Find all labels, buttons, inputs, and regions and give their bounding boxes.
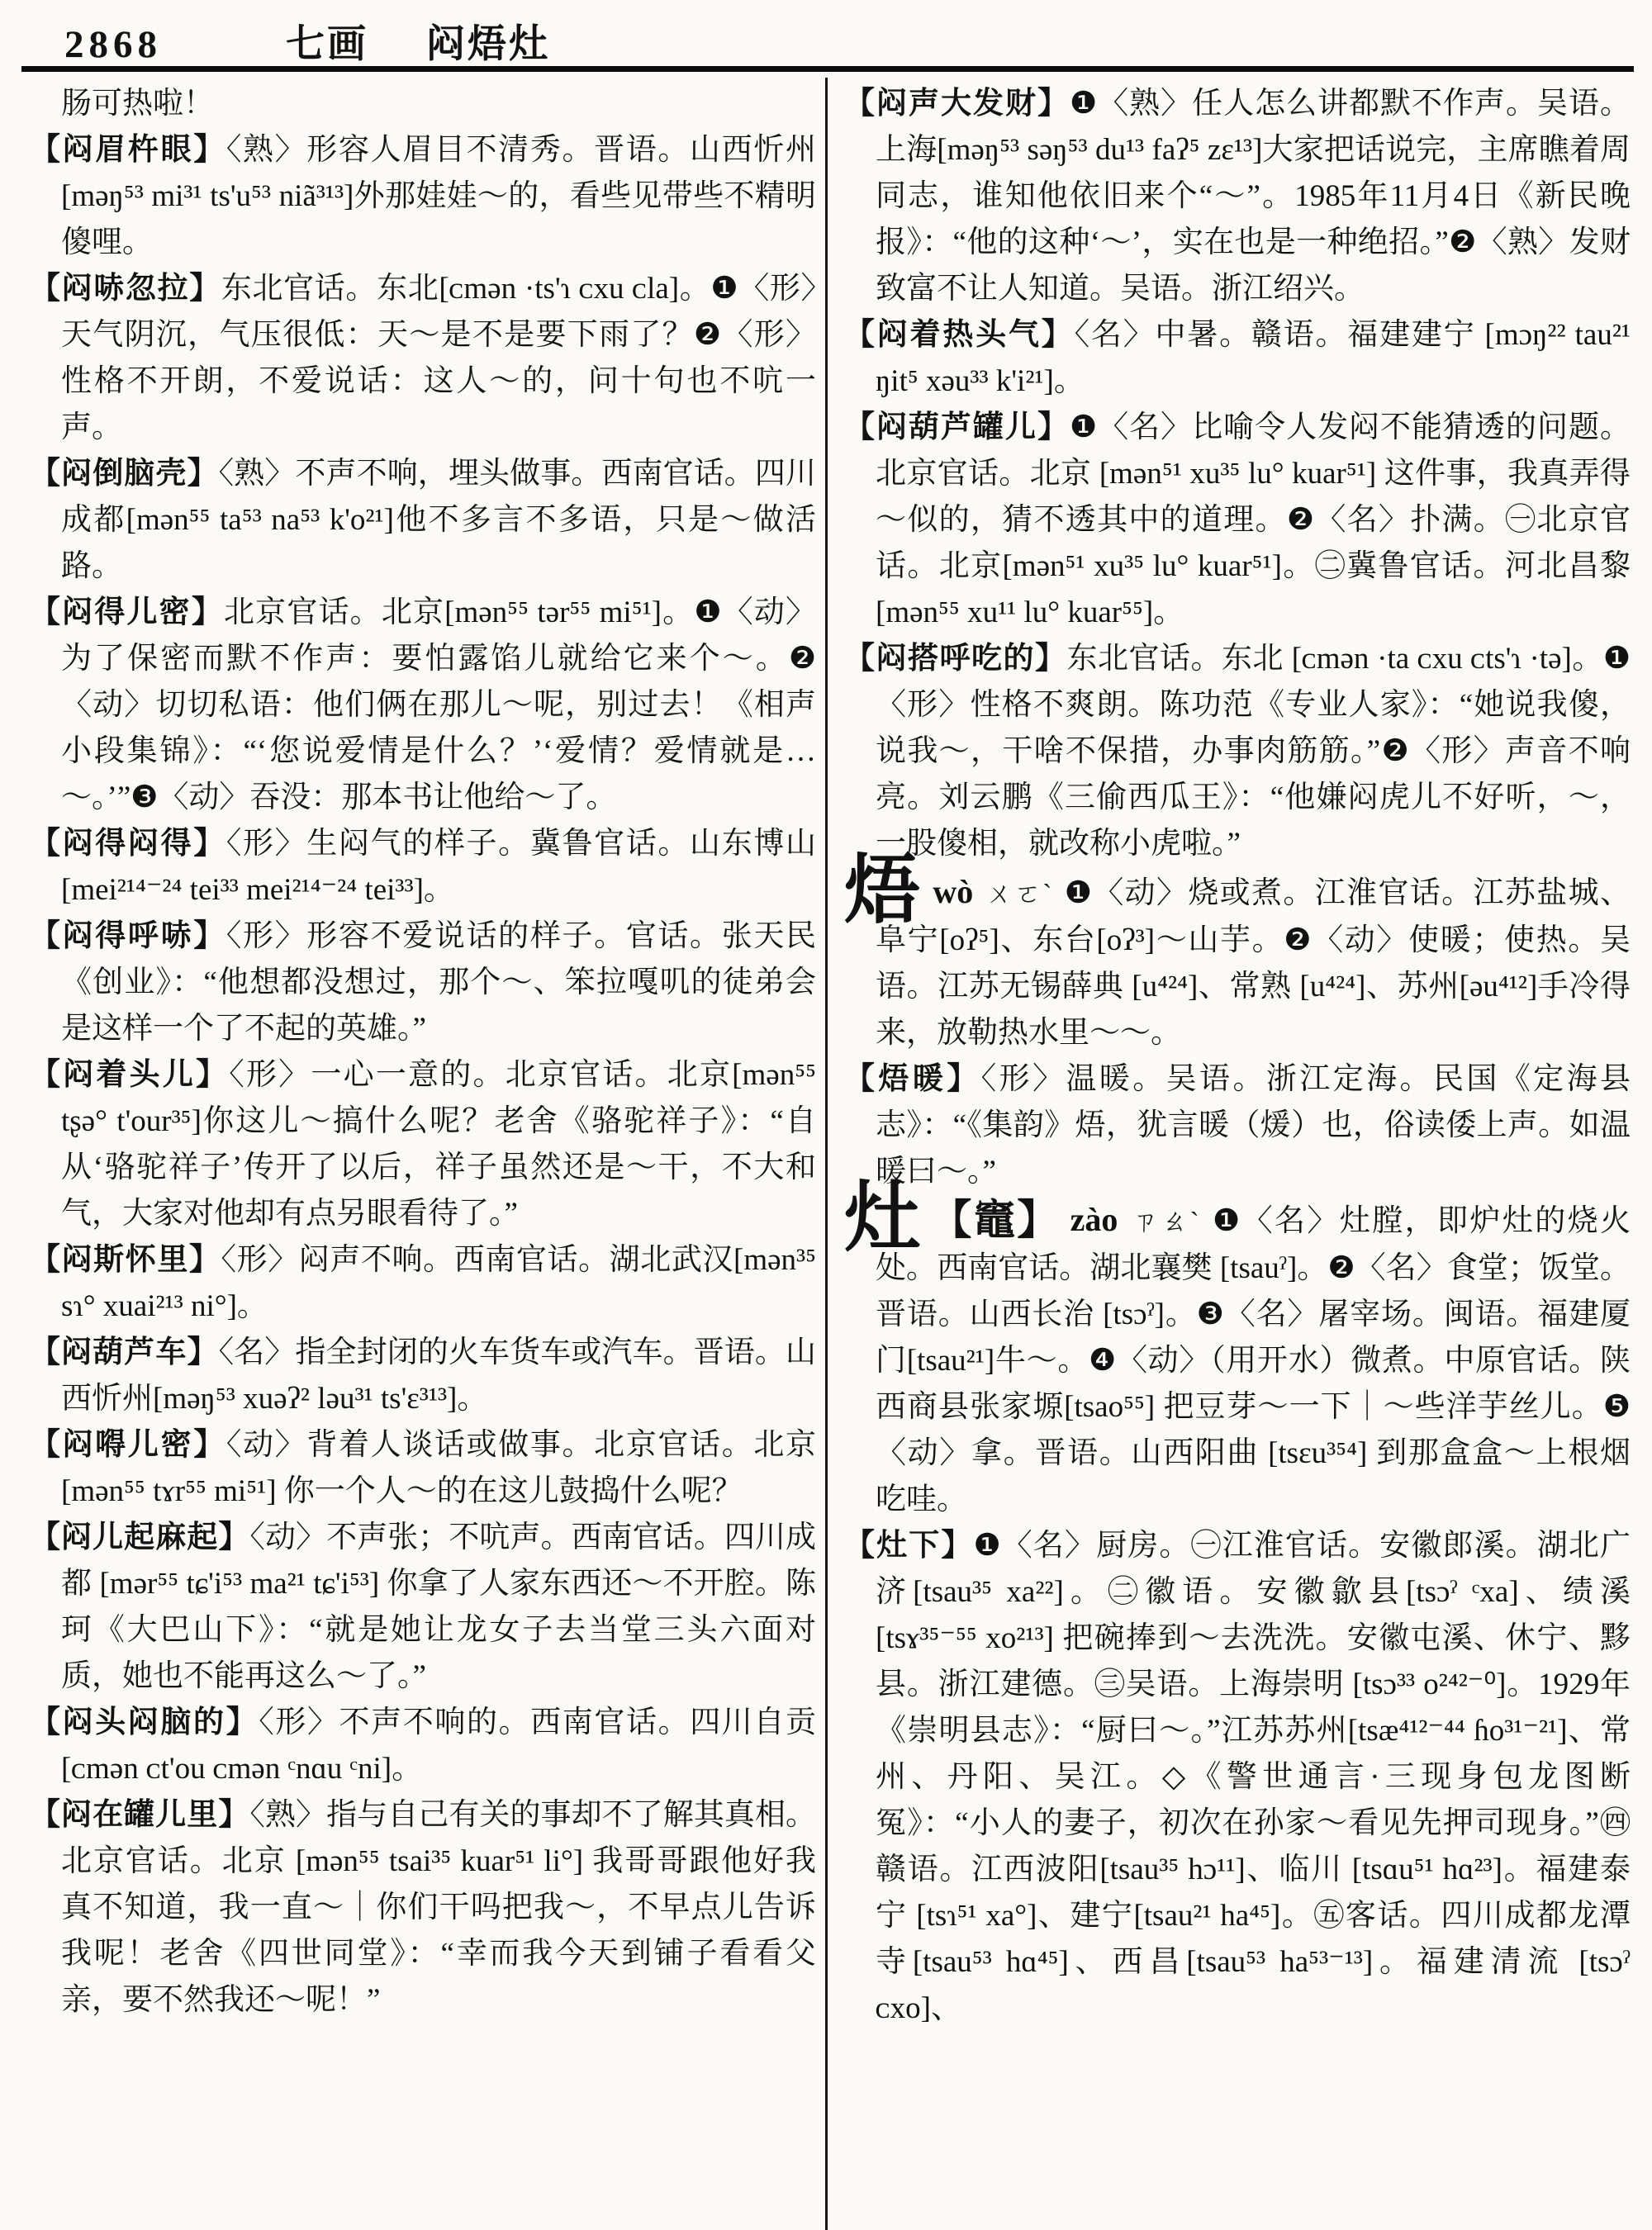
- dict-entry: [30, 1052, 816, 1237]
- entry-headword: 【闷哧忽拉】: [30, 272, 221, 306]
- pinyin: wò: [933, 873, 974, 910]
- entry-headword: 【闷着头儿】: [30, 1058, 230, 1092]
- entry-body: 〈名〉中暑。赣语。福建建宁 [mɔŋ²² tau²¹ ŋit⁵ xəu³³ k'i²¹]。: [876, 318, 1631, 398]
- dict-entry: [30, 1792, 816, 2024]
- page-header: [64, 13, 550, 69]
- entry-body: 东北官话。东北 [ᴄmən ·ta ᴄxu ᴄts'ɿ ·tə]。❶〈形〉性格不爽朗。陈功范《专业人家》：“她说我傻，说我～，干啥不保措，办事肉筋筋。”❷〈形〉声音不响亮。刘云鹏《三偷西瓜王》：“他嫌闷虎儿不好听，～，一股傻相，就改称小虎啦。”: [876, 642, 1631, 861]
- dict-entry: [30, 590, 816, 821]
- entry-body: 〈名〉指全封闭的火车货车或汽车。晋语。山西忻州[məŋ⁵³ xuəʔ² ləu³¹ ts'ɛ³¹³]。: [61, 1336, 817, 1416]
- column-divider: [825, 78, 828, 2230]
- dict-entry: [844, 312, 1631, 405]
- entry-headword: 【闷斯怀里】: [30, 1243, 221, 1277]
- entry-body: 〈形〉形容不爱说话的样子。官话。张天民《创业》：“他想都没想过，那个～、笨拉嘎叽的徒弟会是这样一个了不起的英雄。”: [61, 919, 816, 1046]
- entry-body: 〈形〉一心一意的。北京官话。北京[mən⁵⁵ tʂə° t'our³⁵]你这儿～搞什么呢？老舍《骆驼祥子》：“自从‘骆驼祥子’传开了以后，祥子虽然还是～干，不大和气，大家对他却有点另眼看待了。”: [61, 1058, 817, 1231]
- entry-body: 〈形〉闷声不响。西南官话。湖北武汉[mən³⁵ sɿ° xuai²¹³ ni°]。: [61, 1243, 817, 1323]
- head-character: 焐: [844, 848, 922, 932]
- left-column: [30, 81, 816, 2024]
- continuation-paragraph: [30, 81, 816, 127]
- entry-body: ❶〈名〉灶膛，即炉灶的烧火处。西南官话。湖北襄樊 [tsauˀ]。❷〈名〉食堂；饭堂。晋语。山西长治 [tsɔˀ]。❸〈名〉屠宰场。闽语。福建厦门[tsau²¹]牛～。❹〈动〉（用开水）微煮。中原官话。陕西商县张家塬[tsao⁵⁵] 把豆芽～一下｜～些洋芋丝儿。❺〈动〉拿。晋语。山西阳曲 [tsɛu³⁵⁴] 到那盒盒～上根烟吃哇。: [876, 1204, 1631, 1516]
- pinyin: zào: [1070, 1201, 1118, 1238]
- entry-headword: 【闷得闷得】: [30, 827, 226, 861]
- entry-body: 东北官话。东北[ᴄmən ·ts'ɿ ᴄxu ᴄla]。❶〈形〉天气阴沉，气压很低：天～是不是要下雨了？❷〈形〉性格不开朗，不爱说话：这人～的，问十句也不吭一声。: [61, 272, 817, 444]
- dict-entry: [30, 913, 816, 1052]
- entry-headword: 【闷在罐儿里】: [30, 1798, 250, 1832]
- dict-entry: [30, 1237, 816, 1330]
- entry-body: 〈熟〉指与自己有关的事却不了解其真相。北京官话。北京 [mən⁵⁵ tsai³⁵ kuar⁵¹ li°] 我哥哥跟他好我真不知道，我一直～｜你们干吗把我～，不早点儿告诉我呢！老舍《四世同堂》：“幸而我今天到铺子看看父亲，要不然我还～呢！”: [61, 1798, 817, 2017]
- entry-body: 〈熟〉不声不响，埋头做事。西南官话。四川成都[mən⁵⁵ ta⁵³ na⁵³ k'o²¹]他不多言不多语，只是～做活路。: [61, 457, 817, 583]
- page-number: 2868: [64, 23, 162, 66]
- entry-headword: 【闷眉杵眼】: [30, 133, 226, 167]
- zhuyin: ㄗㄠˋ: [1129, 1208, 1201, 1237]
- zhuyin: ㄨㄛˋ: [985, 880, 1053, 909]
- entry-headword: 【闷头闷脑的】: [30, 1706, 259, 1739]
- entry-headword: 【闷声大发财】: [844, 87, 1070, 121]
- entry-body: ❶〈名〉比喻令人发闷不能猜透的问题。北京官话。北京 [mən⁵¹ xu³⁵ lu° kuar⁵¹] 这件事，我真弄得～似的，猜不透其中的道理。❷〈名〉扑满。㊀北京官话。北京[mən⁵¹ xu³⁵ lu° kuar⁵¹]。㊁冀鲁官话。河北昌黎 [mən⁵⁵ xu¹¹ lu° kuar⁵⁵]。: [876, 410, 1631, 629]
- entry-headword: 【焐暖】: [844, 1062, 981, 1096]
- right-column: [844, 81, 1631, 2032]
- entry-headword: 【闷葫芦车】: [30, 1336, 219, 1369]
- entry-headword: 【闷得呼哧】: [30, 919, 226, 953]
- entry-body: 〈动〉不声张；不吭声。西南官话。四川成都 [mər⁵⁵ tɕ'i⁵³ ma²¹ tɕ'i⁵³] 你拿了人家东西还～不开腔。陈珂《大巴山下》：“就是她让龙女子去当堂三头六面对质，她也不能再这么～了。”: [61, 1521, 817, 1693]
- entry-body: 〈形〉生闷气的样子。冀鲁官话。山东博山[mei²¹⁴⁻²⁴ tei³³ mei²¹⁴⁻²⁴ tei³³]。: [61, 827, 816, 907]
- entry-body: 北京官话。北京[mən⁵⁵ tər⁵⁵ mi⁵¹]。❶〈动〉为了保密而默不作声：要怕露馅儿就给它来个～。❷〈动〉切切私语：他们俩在那儿～呢，别过去！《相声小段集锦》：“‘您说爱情是什么？’‘爱情？爱情就是…～。’”❸〈动〉吞没：那本书让他给～了。: [61, 595, 817, 814]
- entry-body: 〈动〉背着人谈话或做事。北京官话。北京 [mən⁵⁵ tɤr⁵⁵ mi⁵¹] 你一个人～的在这儿鼓捣什么呢？: [61, 1428, 816, 1508]
- entry-body: ❶〈熟〉任人怎么讲都默不作声。吴语。上海[məŋ⁵³ səŋ⁵³ du¹³ faʔ⁵ zɛ¹³]大家把话说完，主席瞧着周同志，谁知他依旧来个“～”。1985年11月4日《新民晚报》：“他的这种‘～’，实在也是一种绝招。”❷〈熟〉发财致富不让人知道。吴语。浙江绍兴。: [876, 87, 1631, 306]
- entry-headword: 【闷倒脑壳】: [30, 457, 219, 491]
- head-character: 灶: [844, 1176, 923, 1260]
- entry-body: 〈形〉不声不响的。西南官话。四川自贡[ᴄmən ᴄt'ou ᴄmən ᶜnɑu ᶜni]。: [61, 1706, 817, 1786]
- stroke-section-label: 七画: [286, 23, 368, 66]
- entry-headword: 【闷葫芦罐儿】: [844, 410, 1070, 444]
- entry-body: 〈形〉温暖。吴语。浙江定海。民国《定海县志》：“《集韵》焐，犹言暖（煖）也，俗读倭上声。如温暖曰～。”: [876, 1062, 1631, 1189]
- header-guide-characters: 闷焐灶: [426, 23, 550, 66]
- entry-headword: 【闷着热头气】: [844, 318, 1075, 352]
- entry-headword: 【闷搭呼吃的】: [844, 642, 1067, 676]
- dict-head-entry: [844, 1176, 1631, 1523]
- dict-entry: [844, 405, 1631, 636]
- dict-entry: [30, 266, 816, 451]
- entry-headword: 【闷儿起麻起】: [30, 1521, 250, 1554]
- entry-body: 〈熟〉形容人眉目不清秀。晋语。山西忻州[məŋ⁵³ mi³¹ ts'u⁵³ niã³¹³]外那娃娃～的，看些见带些不精明傻哩。: [61, 133, 816, 259]
- dict-entry: [30, 1422, 816, 1515]
- dict-entry: [30, 1515, 816, 1700]
- header-rule: [21, 66, 1634, 72]
- entry-headword: 【闷得儿密】: [30, 595, 224, 629]
- dict-entry: [30, 1700, 816, 1792]
- entry-headword: 【闷嘚儿密】: [30, 1428, 226, 1462]
- dict-entry: [30, 127, 816, 266]
- entry-body: ❶〈动〉烧或煮。江淮官话。江苏盐城、阜宁[oʔ⁵]、东台[oʔ³]～山芋。❷〈动〉使暖；使热。吴语。江苏无锡薛典 [u⁴²⁴]、常熟 [u⁴²⁴]、苏州[əu⁴¹²]手冷得来，放勒热水里～～。: [876, 876, 1631, 1050]
- dict-entry: [844, 1056, 1631, 1195]
- entry-body: 肠可热啦！: [61, 87, 214, 121]
- dict-entry: [844, 636, 1631, 867]
- entry-body: ❶〈名〉厨房。㊀江淮官话。安徽郎溪。湖北广济[tsau³⁵ xa²²]。㊁徽语。安徽歙县[tsɔˀ ᶜxa]、绩溪 [tsɤ³⁵⁻⁵⁵ xo²¹³] 把碗捧到～去洗洗。安徽屯溪、休宁、黟县。浙江建德。㊂吴语。上海崇明 [tsɔ³³ o²⁴²⁻⁰]。1929年《崇明县志》：“厨曰～。”江苏苏州[tsæ⁴¹²⁻⁴⁴ ɦo³¹⁻²¹]、常州、丹阳、吴江。◇《警世通言·三现身包龙图断冤》：“小人的妻子，初次在孙家～看见先押司现身。”㊃赣语。江西波阳[tsau³⁵ hɔ¹¹]、临川 [tsɑu⁵¹ hɑ²³]。福建泰宁 [tsɿ⁵¹ xa°]、建宁[tsau²¹ ha⁴⁵]。㊄客话。四川成都龙潭寺[tsau⁵³ hɑ⁴⁵]、西昌[tsau⁵³ ha⁵³⁻¹³]。福建清流 [tsɔˀ ᴄxo]、: [876, 1529, 1631, 2025]
- dict-entry: [30, 451, 816, 590]
- dict-entry: [30, 821, 816, 913]
- dict-entry: [844, 1523, 1631, 2032]
- variant-form: 【竈】: [930, 1197, 1061, 1243]
- dict-entry: [844, 81, 1631, 312]
- dict-entry: [30, 1330, 816, 1422]
- entry-headword: 【灶下】: [844, 1529, 974, 1563]
- dict-head-entry: [844, 848, 1631, 1056]
